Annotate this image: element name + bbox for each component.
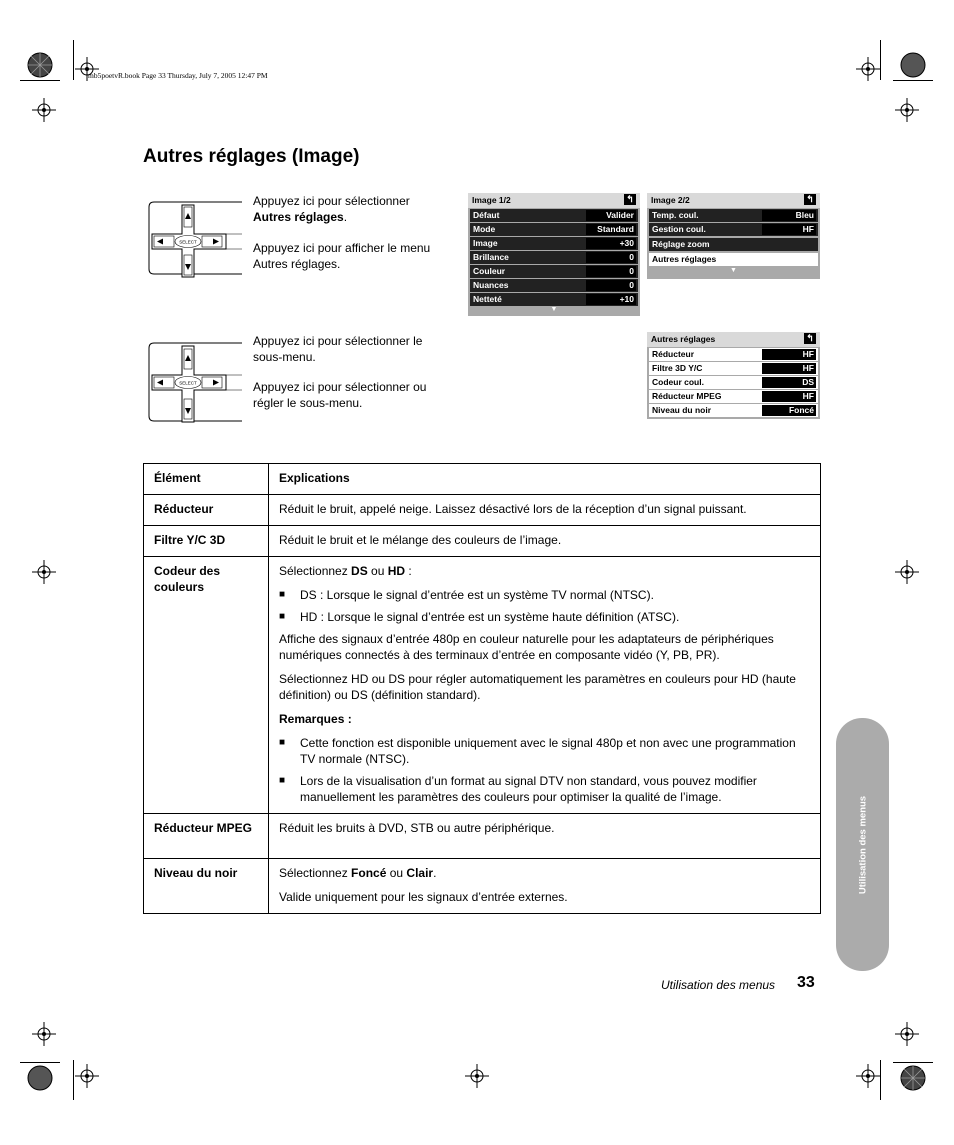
bullet-item: ■ DS : Lorsque le signal d’entrée est un système TV normal (NTSC). [279,587,810,603]
menu-header: Image 2/2 [651,195,690,205]
remarks-heading: Remarques : [279,712,352,726]
header-note: mb5poetvR.book Page 33 Thursday, July 7, 2005 12:47 PM [88,71,268,80]
instruction-step3: Appuyez ici pour sélectionner le sous-menu. [253,334,423,364]
osd-menu-autres-reglages: Autres réglages ↰ Réducteur HF Filtre 3D Y/C HF Codeur coul. DS Réducteur MPEG HF Niveau du noir Foncé [647,332,820,419]
menu-header: Autres réglages [651,334,716,344]
paragraph: Sélectionnez HD ou DS pour régler automatiquement les paramètres en couleurs pour HD (haute définition) ou DS (définition standard). [279,672,796,702]
table-row [144,557,821,814]
explanation-table [143,463,821,914]
row-text: Sélectionnez Foncé ou Clair. Valide uniquement pour les signaux d’entrée externes. [269,859,821,914]
table-row [144,526,821,557]
row-text: Réduit le bruit, appelé neige. Laissez désactivé lors de la réception d’un signal puissant. [269,495,821,526]
row-text: Réduit les bruits à DVD, STB ou autre périphérique. [269,814,821,859]
paragraph: Valide uniquement pour les signaux d’entrée externes. [279,890,568,904]
menu-header: Image 1/2 [472,195,511,205]
back-icon: ↰ [804,194,816,205]
remote-dpad-icon [146,199,246,279]
row-label: Réducteur MPEG [144,814,269,859]
osd-menu-image-1: Image 1/2 ↰ Défaut Valider Mode Standard Image +30 Brillance 0 Couleur 0 Nuances 0 Netteté +10 ▼ [468,193,640,316]
row-label: Réducteur [144,495,269,526]
row-text: Sélectionnez DS ou HD : ■ DS : Lorsque le signal d’entrée est un système TV normal (NTSC). ■ HD : Lorsque le signal d’entrée est un système haute définition (ATSC). Affiche des signaux d’entrée 480p en couleur naturelle pour les adaptateurs de périphériques numériques connectés à des terminaux d’entrée en composante vidéo (Y, PB, PR). Sélectionnez HD ou DS pour régler automatiquement les paramètres en couleurs pour HD (haute définition) ou DS (définition standard). Remarques : ■ Cette fonction est disponible uniquement avec le signal 480p et non avec une programmation TV normale (NTSC). ■ Lors de la visualisation d’un format au signal DTV non standard, vous pouvez modifier manuellement les paramètres des couleurs pour optimiser la qualité de l’image. [269,557,821,814]
footer-section-title: Utilisation des menus [661,978,776,992]
table-header-row [144,464,821,495]
back-icon: ↰ [804,333,816,344]
table-header-cell: Explications [269,464,821,495]
section-side-tab [836,718,889,971]
paragraph: Affiche des signaux d’entrée 480p en couleur naturelle pour les adaptateurs de périphériques numériques connectés à des terminaux d’entrée en composante vidéo (Y, PB, PR). [279,632,774,662]
scroll-down-icon: ▼ [730,267,737,274]
bullet-item: ■ Cette fonction est disponible uniquement avec le signal 480p et non avec une programmation TV normale (NTSC). [279,735,810,767]
row-text: Réduit le bruit et le mélange des couleurs de l’image. [269,526,821,557]
bullet-item: ■ HD : Lorsque le signal d’entrée est un système haute définition (ATSC). [279,609,810,625]
instruction-step2: Appuyez ici pour afficher le menu Autres réglages. [253,241,431,271]
table-row [144,814,821,859]
row-label: Niveau du noir [144,859,269,914]
table-row [144,495,821,526]
instruction-step1: Appuyez ici pour sélectionner Autres réglages. [253,194,410,224]
page-number: 33 [797,974,815,991]
select-label: SELECT [179,239,197,245]
side-tab-label: Utilisation des menus [857,795,868,894]
row-label: Codeur des couleurs [144,557,269,814]
table-row [144,859,821,914]
scroll-down-icon: ▼ [550,306,558,313]
page-title: Autres réglages (Image) [143,146,360,167]
bullet-item: ■ Lors de la visualisation d’un format au signal DTV non standard, vous pouvez modifier manuellement les paramètres des couleurs pour optimiser la qualité de l’image. [279,773,810,805]
table-header-cell: Élément [144,464,269,495]
remote-dpad-icon [146,340,246,426]
back-icon: ↰ [624,194,636,205]
select-label: SELECT [179,380,197,386]
osd-menu-image-2: Image 2/2 ↰ Temp. coul. Bleu Gestion coul. HF Réglage zoom Autres réglages ▼ [647,193,820,279]
instruction-step4: Appuyez ici pour sélectionner ou régler le sous-menu. [253,380,427,410]
row-label: Filtre Y/C 3D [144,526,269,557]
